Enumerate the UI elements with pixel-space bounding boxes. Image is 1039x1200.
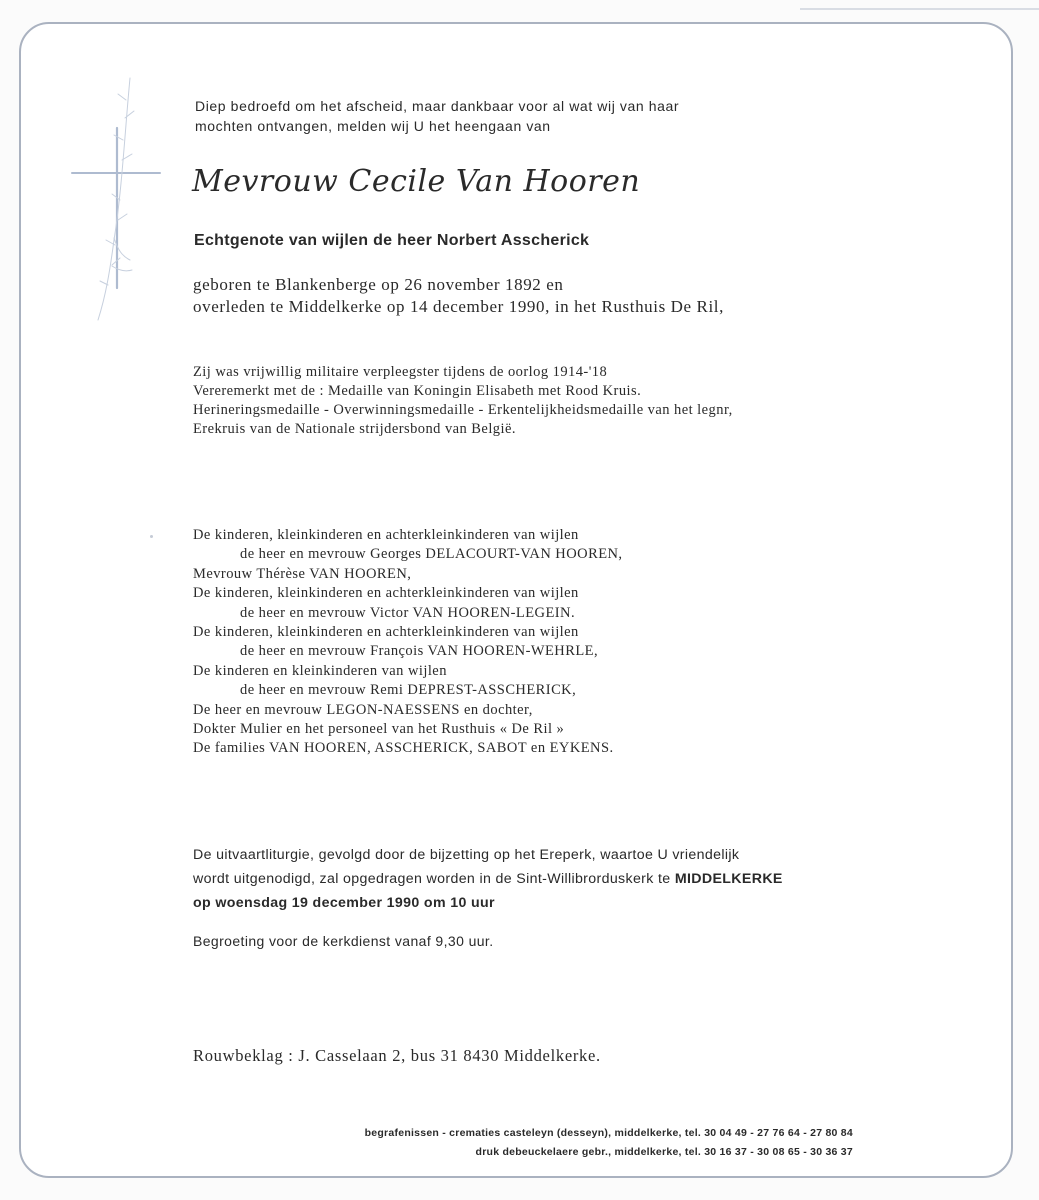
family-line: De kinderen, kleinkinderen en achterkleinkinderen van wijlen: [193, 585, 579, 602]
service-line: Vereremerkt met de : Medaille van Koningin Elisabeth met Rood Kruis.: [193, 383, 642, 399]
cross-icon: [70, 70, 170, 330]
family-line: Mevrouw Thérèse VAN HOOREN,: [193, 565, 412, 582]
funeral-line-2: wordt uitgenodigd, zal opgedragen worden in de Sint-Willibrorduskerk te: [193, 871, 675, 887]
intro-text: [195, 96, 679, 136]
intro-line-1: Diep bedroefd om het afscheid, maar dankbaar voor al wat wij van haar: [195, 98, 680, 114]
birth-death-text: [193, 274, 724, 318]
funeral-line-1: De uitvaartliturgie, gevolgd door de bijzetting op het Ereperk, waartoe U vriendelijk: [193, 847, 740, 863]
spouse-line: Echtgenote van wijlen de heer Norbert Asscherick: [194, 232, 590, 249]
family-line: De heer en mevrouw LEGON-NAESSENS en dochter,: [193, 701, 533, 718]
family-line: De families VAN HOOREN, ASSCHERICK, SABOT en EYKENS.: [193, 740, 614, 757]
service-line: Herineringsmedaille - Overwinningsmedaille - Erkentelijkheidsmedaille van het legnr,: [193, 402, 733, 418]
family-line: de heer en mevrouw François VAN HOOREN-WEHRLE,: [240, 643, 599, 660]
top-edge-line: [800, 8, 1039, 10]
speck: [150, 535, 153, 538]
footer-line-2: druk debeuckelaere gebr., middelkerke, tel. 30 16 37 - 30 08 65 - 30 36 37: [475, 1146, 853, 1158]
printer-footer: [365, 1124, 853, 1162]
funeral-text: [193, 843, 783, 915]
footer-line-1: begrafenissen - crematies casteleyn (desseyn), middelkerke, tel. 30 04 49 - 27 76 64 - 27 80 84: [364, 1127, 853, 1139]
family-line: De kinderen en kleinkinderen van wijlen: [193, 662, 447, 679]
greeting-text: Begroeting voor de kerkdienst vanaf 9,30 uur.: [193, 933, 494, 949]
service-line: Erekruis van de Nationale strijdersbond van België.: [193, 421, 516, 437]
family-line: de heer en mevrouw Georges DELACOURT-VAN HOOREN,: [240, 546, 623, 563]
family-line: De kinderen, kleinkinderen en achterkleinkinderen van wijlen: [193, 527, 579, 543]
intro-line-2: mochten ontvangen, melden wij U het heengaan van: [195, 118, 551, 134]
funeral-date: op woensdag 19 december 1990 om 10 uur: [193, 895, 495, 911]
funeral-place: MIDDELKERKE: [674, 871, 783, 887]
family-line: de heer en mevrouw Victor VAN HOOREN-LEGEIN.: [240, 604, 576, 621]
service-line: Zij was vrijwillig militaire verpleegster tijdens de oorlog 1914-'18: [193, 364, 608, 380]
family-list: [193, 526, 623, 759]
service-text: [193, 363, 733, 439]
condolence-address: Rouwbeklag : J. Casselaan 2, bus 31 8430 Middelkerke.: [193, 1046, 601, 1065]
deceased-name: Mevrouw Cecile Van Hooren: [192, 164, 641, 199]
death-line: overleden te Middelkerke op 14 december 1990, in het Rusthuis De Ril,: [193, 297, 724, 316]
family-line: de heer en mevrouw Remi DEPREST-ASSCHERICK,: [240, 682, 577, 699]
birth-line: geboren te Blankenberge op 26 november 1892 en: [193, 275, 564, 294]
family-line: De kinderen, kleinkinderen en achterkleinkinderen van wijlen: [193, 624, 579, 641]
family-line: Dokter Mulier en het personeel van het Rusthuis « De Ril »: [193, 721, 565, 738]
